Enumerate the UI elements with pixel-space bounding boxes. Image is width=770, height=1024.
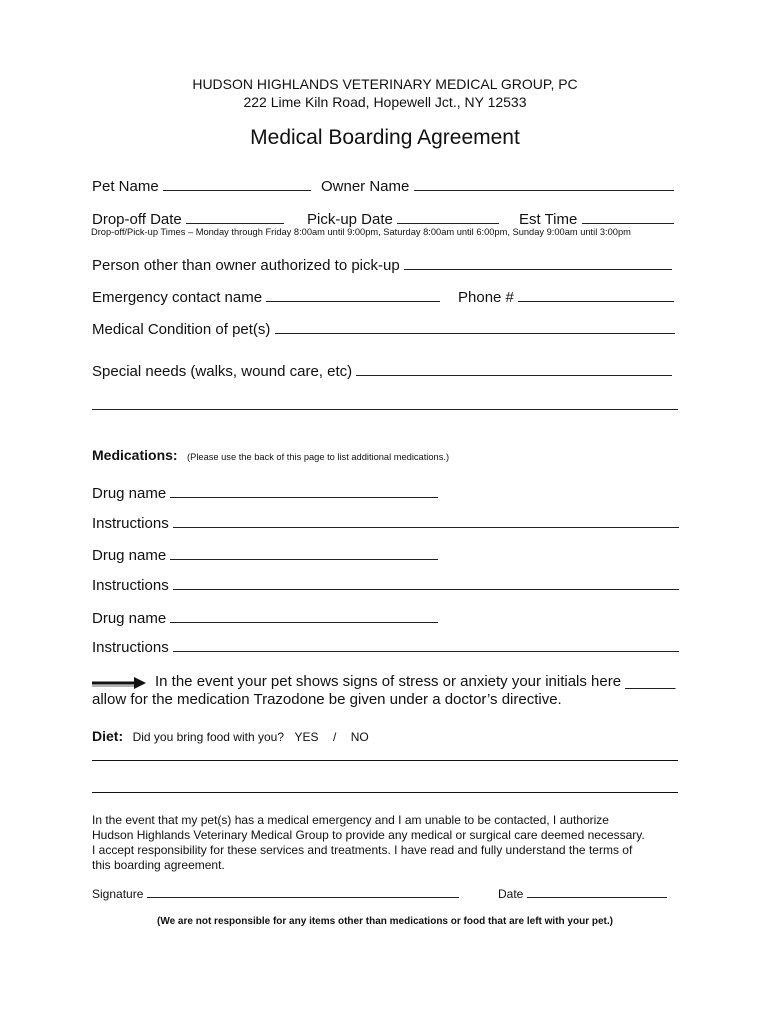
emergency-contact-field[interactable] <box>266 287 440 302</box>
phone-field[interactable] <box>518 287 674 302</box>
instructions-field[interactable] <box>173 575 679 590</box>
pet-name-field[interactable] <box>163 176 311 191</box>
phone-row <box>458 287 674 306</box>
medications-header <box>92 447 449 465</box>
diet-heading: Diet: <box>92 728 124 744</box>
owner-name-row <box>321 176 674 195</box>
dropoff-date-field[interactable] <box>186 209 284 224</box>
special-needs-field[interactable] <box>356 361 672 376</box>
owner-name-field[interactable] <box>414 176 674 191</box>
diet-question: Did you bring food with you? <box>132 730 285 744</box>
page-title: Medical Boarding Agreement <box>250 126 520 149</box>
special-needs-label: Special needs (walks, wound care, etc) <box>92 363 353 380</box>
date-row <box>498 886 667 901</box>
medications-note: (Please use the back of this page to list additional medications.) <box>187 452 450 462</box>
dropoff-date-label: Drop-off Date <box>92 211 182 228</box>
drug-name-field[interactable] <box>170 483 438 498</box>
org-address: 222 Lime Kiln Road, Hopewell Jct., NY 12533 <box>243 94 527 110</box>
drug-name-field[interactable] <box>170 545 438 560</box>
diet-line-2[interactable] <box>92 792 678 793</box>
est-time-field[interactable] <box>582 209 674 224</box>
pickup-row <box>307 209 499 228</box>
medical-condition-row <box>92 319 675 338</box>
drug-row-3 <box>92 608 438 627</box>
pet-name-row <box>92 176 311 195</box>
medications-heading: Medications: <box>92 447 178 463</box>
consent-line-1: In the event that my pet(s) has a medical emergency and I am unable to be contacted, I authorize <box>92 813 609 827</box>
diet-separator: / <box>332 730 337 744</box>
consent-line-3: I accept responsibility for these services and treatments. I have read and fully understand the terms of <box>92 843 633 857</box>
signature-label: Signature <box>92 887 144 901</box>
diet-row <box>92 728 369 746</box>
trazodone-line-1: In the event your pet shows signs of stress or anxiety your initials here ______ <box>155 673 676 690</box>
drug-row-1 <box>92 483 438 502</box>
drug-name-field[interactable] <box>170 608 438 623</box>
special-needs-extra-line[interactable] <box>92 409 678 410</box>
emergency-contact-label: Emergency contact name <box>92 289 263 306</box>
trazodone-line-2: allow for the medication Trazodone be given under a doctor’s directive. <box>92 691 562 708</box>
drug-name-label: Drug name <box>92 485 167 502</box>
emergency-contact-row <box>92 287 440 306</box>
authorized-pickup-row <box>92 255 672 274</box>
org-name: HUDSON HIGHLANDS VETERINARY MEDICAL GROUP, PC <box>192 76 578 92</box>
hours-note: Drop-off/Pick-up Times – Monday through Friday 8:00am until 9:00pm, Saturday 8:00am until 6:00pm, Sunday 9:00am until 3:00pm <box>91 227 631 237</box>
medical-condition-field[interactable] <box>275 319 675 334</box>
instructions-label: Instructions <box>92 515 169 532</box>
drug-row-2 <box>92 545 438 564</box>
instructions-row-2 <box>92 575 679 594</box>
footer-note: (We are not responsible for any items other than medications or food that are left with your pet.) <box>157 916 613 927</box>
signature-field[interactable] <box>147 886 459 898</box>
consent-line-4: this boarding agreement. <box>92 858 225 872</box>
consent-line-2: Hudson Highlands Veterinary Medical Group to provide any medical or surgical care deemed necessary. <box>92 828 645 842</box>
instructions-field[interactable] <box>173 513 679 528</box>
diet-yes-option[interactable]: YES <box>294 730 319 744</box>
pickup-date-label: Pick-up Date <box>307 211 393 228</box>
instructions-label: Instructions <box>92 577 169 594</box>
drug-name-label: Drug name <box>92 610 167 627</box>
signature-row <box>92 886 459 901</box>
instructions-field[interactable] <box>173 637 679 652</box>
instructions-row-1 <box>92 513 679 532</box>
medical-condition-label: Medical Condition of pet(s) <box>92 321 271 338</box>
pickup-date-field[interactable] <box>397 209 499 224</box>
diet-line-1[interactable] <box>92 760 678 761</box>
date-field[interactable] <box>527 886 667 898</box>
arrow-right-icon <box>90 676 148 690</box>
est-time-row <box>519 209 674 228</box>
phone-label: Phone # <box>458 289 514 306</box>
instructions-label: Instructions <box>92 639 169 656</box>
authorized-pickup-field[interactable] <box>404 255 672 270</box>
owner-name-label: Owner Name <box>321 178 410 195</box>
diet-no-option[interactable]: NO <box>350 730 369 744</box>
authorized-pickup-label: Person other than owner authorized to pick-up <box>92 257 400 274</box>
date-label: Date <box>498 887 524 901</box>
special-needs-row <box>92 361 672 380</box>
drug-name-label: Drug name <box>92 547 167 564</box>
pet-name-label: Pet Name <box>92 178 159 195</box>
dropoff-row <box>92 209 284 228</box>
instructions-row-3 <box>92 637 679 656</box>
est-time-label: Est Time <box>519 211 578 228</box>
